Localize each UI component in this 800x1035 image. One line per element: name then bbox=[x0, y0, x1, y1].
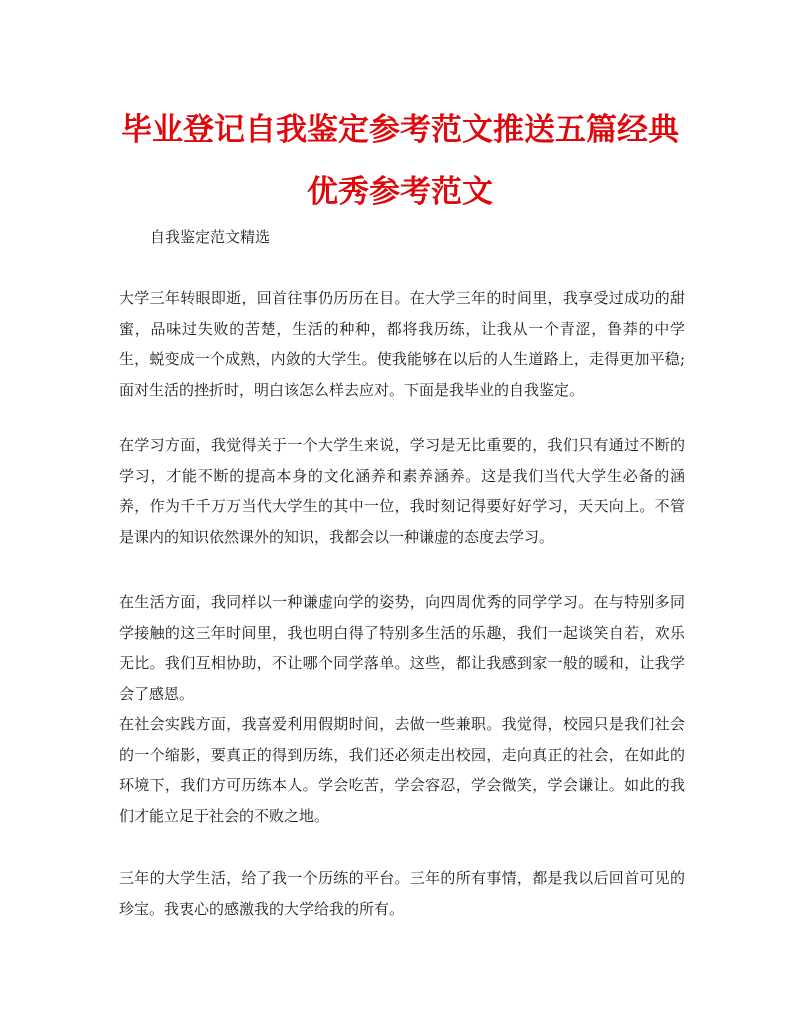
paragraph-intro: 大学三年转眼即逝，回首往事仍历历在目。在大学三年的时间里，我享受过成功的甜蜜，品味过失败的苦楚，生活的种种，都将我历练，让我从一个青涩，鲁莽的中学生，蜕变成一个成熟，内敛的大学生。使我能够在以后的人生道路上，走得更加平稳;面对生活的挫折时，明白该怎么样去应对。下面是我毕业的自我鉴定。 bbox=[119, 289, 685, 399]
paragraph-conclusion: 三年的大学生活，给了我一个历练的平台。三年的所有事情，都是我以后回首可见的珍宝。我衷心的感激我的大学给我的所有。 bbox=[119, 869, 685, 918]
paragraph-study: 在学习方面，我觉得关于一个大学生来说，学习是无比重要的，我们只有通过不断的学习，才能不断的提高本身的文化涵养和素养涵养。这是我们当代大学生必备的涵养，作为千千万万当代大学生的其中一位，我时刻记得要好好学习，天天向上。不管是课内的知识依然课外的知识，我都会以一种谦虚的态度去学习。 bbox=[119, 436, 685, 546]
document-title-line-1: 毕业登记自我鉴定参考范文推送五篇经典 bbox=[121, 112, 679, 148]
document-subtitle: 自我鉴定范文精选 bbox=[150, 228, 271, 246]
document-title-line-2: 优秀参考范文 bbox=[307, 174, 493, 210]
paragraph-life: 在生活方面，我同样以一种谦虚向学的姿势，向四周优秀的同学学习。在与特别多同学接触的这三年时间里，我也明白得了特别多生活的乐趣，我们一起谈笑自若，欢乐无比。我们互相协助，不让哪个同学落单。这些，都让我感到家一般的暖和，让我学会了感恩。 bbox=[119, 593, 685, 703]
paragraph-social-practice: 在社会实践方面，我喜爱利用假期时间，去做一些兼职。我觉得，校园只是我们社会的一个缩影，要真正的得到历练，我们还必须走出校园，走向真正的社会，在如此的环境下，我们方可历练本人。学会吃苦，学会容忍，学会微笑，学会谦让。如此的我们才能立足于社会的不败之地。 bbox=[119, 715, 685, 825]
